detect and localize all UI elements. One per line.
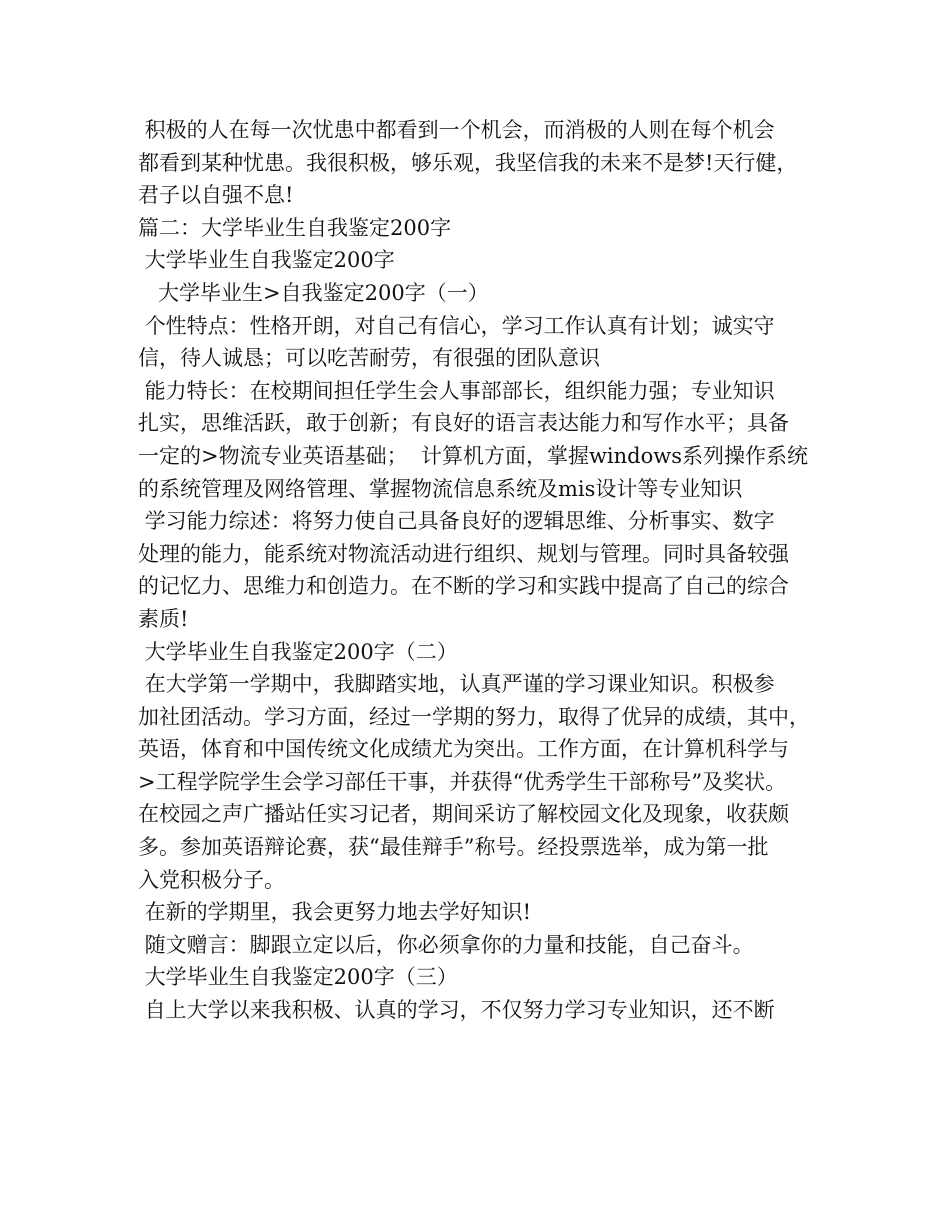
subsection-heading: 大学毕业生自我鉴定200字（二） [138, 639, 458, 664]
text-line: >工程学院学生会学习部任干事，并获得“优秀学生干部称号”及奖状。 [138, 769, 787, 794]
subsection-heading: 大学毕业生自我鉴定200字（三） [138, 965, 458, 990]
text-line: 扎实，思维活跃，敢于创新；有良好的语言表达能力和写作水平；具备 [138, 411, 789, 436]
text-line: 信，待人诚恳；可以吃苦耐劳，有很强的团队意识 [138, 346, 600, 371]
text-line: 入党积极分子。 [138, 867, 285, 892]
text-line: 处理的能力，能系统对物流活动进行组织、规划与管理。同时具备较强 [138, 541, 789, 566]
document-page [138, 114, 838, 1027]
text-line: 自上大学以来我积极、认真的学习，不仅努力学习专业知识，还不断 [138, 998, 775, 1023]
text-line: 随文赠言：脚跟立定以后，你必须拿你的力量和技能，自己奋斗。 [138, 932, 754, 957]
text-line: 能力特长：在校期间担任学生会人事部部长，组织能力强；专业知识 [138, 378, 775, 403]
section-heading: 篇二：大学毕业生自我鉴定200字 [138, 215, 452, 240]
text-line: 的系统管理及网络管理、掌握物流信息系统及mis设计等专业知识 [138, 476, 743, 501]
text-line: 都看到某种忧患。我很积极，够乐观，我坚信我的未来不是梦!天行健， [138, 150, 798, 175]
subsection-heading: 大学毕业生自我鉴定200字 [138, 248, 395, 273]
text-line: 英语，体育和中国传统文化成绩尤为突出。工作方面，在计算机科学与 [138, 737, 789, 762]
text-line: 素质! [138, 606, 189, 631]
text-line: 君子以自强不息! [138, 183, 294, 208]
text-line: 学习能力综述：将努力使自己具备良好的逻辑思维、分析事实、数字 [138, 509, 775, 534]
text-line: 在新的学期里，我会更努力地去学好知识! [138, 900, 532, 925]
text-line: 的记忆力、思维力和创造力。在不断的学习和实践中提高了自己的综合 [138, 574, 789, 599]
text-line: 一定的>物流专业英语基础； 计算机方面，掌握windows系列操作系统 [138, 443, 808, 468]
text-line: 积极的人在每一次忧患中都看到一个机会，而消极的人则在每个机会 [138, 118, 775, 142]
text-line: 在校园之声广播站任实习记者，期间采访了解校园文化及现象，收获颇 [138, 802, 789, 827]
text-line: 在大学第一学期中，我脚踏实地，认真严谨的学习课业知识。积极参 [138, 672, 775, 697]
text-line: 加社团活动。学习方面，经过一学期的努力，取得了优异的成绩，其中， [138, 704, 810, 729]
text-line: 个性特点：性格开朗，对自己有信心，学习工作认真有计划；诚实守 [138, 313, 775, 338]
subsection-heading: 大学毕业生>自我鉴定200字（一） [138, 280, 489, 305]
text-line: 多。参加英语辩论赛，获“最佳辩手”称号。经投票选举，成为第一批 [138, 835, 769, 860]
